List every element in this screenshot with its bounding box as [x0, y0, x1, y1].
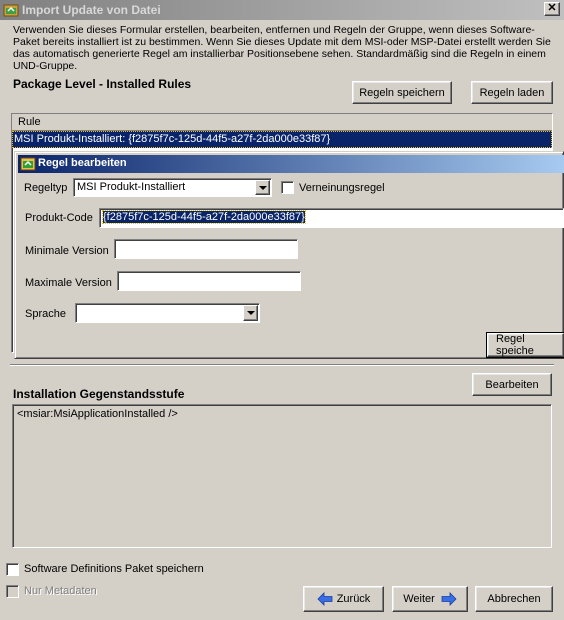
rule-type-select[interactable]	[73, 178, 272, 197]
min-version-label: Minimale Version	[25, 245, 109, 257]
language-chevron-down-icon[interactable]	[243, 305, 258, 321]
language-label: Sprache	[25, 308, 66, 320]
window-title-bar[interactable]	[0, 0, 564, 20]
separator	[10, 364, 554, 366]
rule-type-value: MSI Produkt-Installiert	[77, 181, 186, 193]
save-rules-button[interactable]: Regeln speichern	[352, 81, 452, 104]
min-version-input[interactable]	[114, 239, 298, 259]
load-rules-button[interactable]: Regeln laden	[471, 81, 553, 104]
chevron-down-icon[interactable]	[255, 180, 270, 195]
back-button[interactable]	[303, 586, 384, 612]
window-title: Import Update von Datei	[22, 3, 161, 17]
close-button[interactable]	[544, 2, 560, 16]
close-icon: ✕	[547, 2, 557, 14]
rules-column-label: Rule	[18, 116, 41, 128]
rules-list-item[interactable]	[12, 131, 552, 148]
negation-checkbox[interactable]	[281, 181, 294, 194]
arrow-right-icon	[441, 592, 457, 606]
save-sdp-label: Software Definitions Paket speichern	[24, 563, 204, 575]
product-code-label: Produkt-Code	[25, 212, 93, 224]
next-label: Weiter	[403, 593, 435, 605]
arrow-left-icon	[317, 592, 333, 606]
installable-xml-box[interactable]	[12, 404, 552, 548]
metadata-only-checkbox[interactable]	[6, 585, 19, 598]
save-sdp-checkbox[interactable]	[6, 563, 19, 576]
max-version-input[interactable]	[117, 271, 301, 291]
dialog-title: Regel bearbeiten	[38, 157, 127, 169]
save-rule-button[interactable]: Regel speiche	[487, 333, 564, 357]
installation-level-heading: Installation Gegenstandsstufe	[13, 387, 185, 401]
dialog-app-icon	[20, 156, 36, 172]
rule-text: MSI Produkt-Installiert: {f2875f7c-125d-44f5-a27f-2da000e33f87}	[14, 133, 331, 145]
language-select[interactable]	[75, 303, 260, 323]
cancel-button[interactable]: Abbrechen	[475, 586, 553, 612]
rules-column-header[interactable]	[12, 114, 552, 131]
app-icon	[3, 2, 19, 18]
negation-label: Verneinungsregel	[299, 182, 385, 194]
product-code-value: {f2875f7c-125d-44f5-a27f-2da000e33f87}	[103, 211, 305, 223]
edit-button[interactable]: Bearbeiten	[472, 373, 552, 396]
next-button[interactable]	[392, 586, 468, 612]
dialog-title-bar[interactable]	[18, 155, 564, 173]
max-version-label: Maximale Version	[25, 277, 112, 289]
metadata-only-label: Nur Metadaten	[24, 585, 97, 597]
back-label: Zurück	[336, 593, 371, 605]
product-code-input[interactable]	[99, 208, 564, 228]
rule-type-label: Regeltyp	[24, 182, 68, 194]
installable-xml-text: <msiar:MsiApplicationInstalled />	[17, 408, 178, 420]
package-level-heading: Package Level - Installed Rules	[13, 77, 192, 91]
description-text: Verwenden Sie dieses Formular erstellen, bearbeiten, entfernen und Regeln der Gruppe, wenn dieses Software-Paket bereits installiert ist zu bestimmen. Wenn Sie dieses Update mit dem MSI-oder MSP-Datei erstellt werden Sie das automatisch generierte Regel am installierbar Positionsebene sehen. Standardmäßig sind die Regeln in einem UND-Gruppe.	[13, 24, 551, 72]
